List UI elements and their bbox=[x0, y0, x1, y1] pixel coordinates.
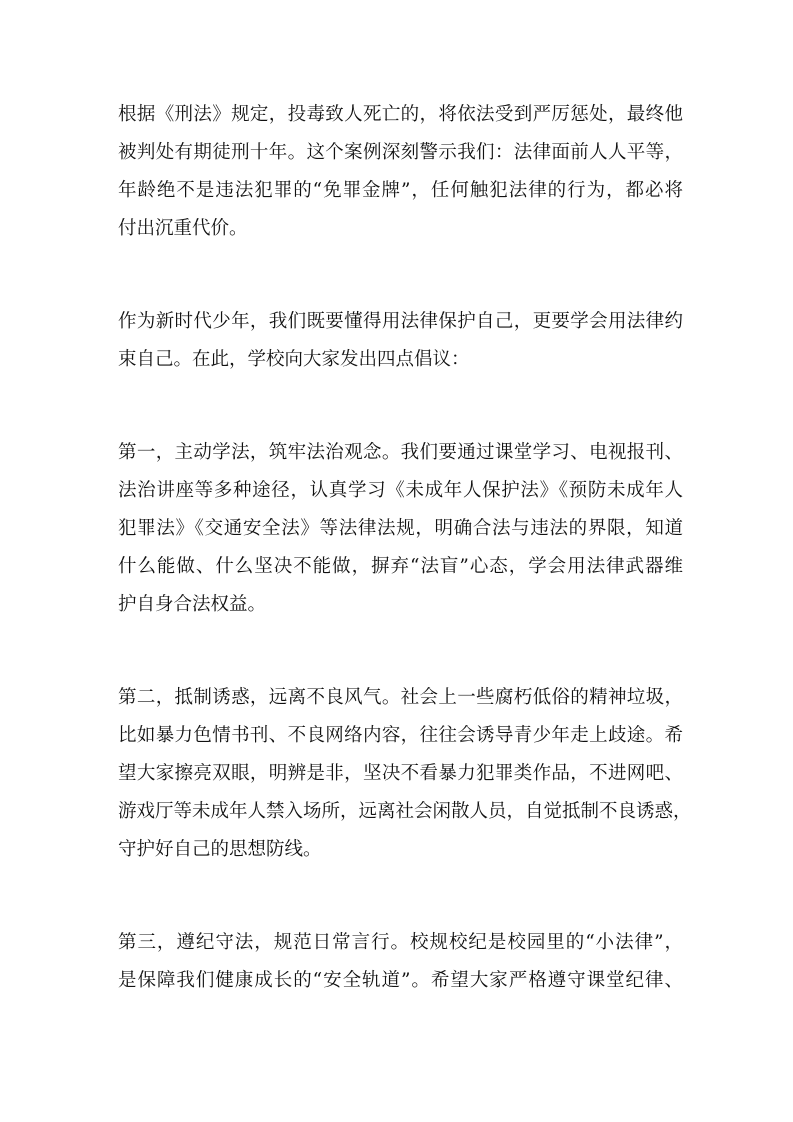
text-line: 被判处有期徒刑十年。这个案例深刻警示我们：法律面前人人平等， bbox=[118, 142, 683, 163]
paragraph-proposal-two bbox=[118, 679, 692, 869]
text-line: 比如暴力色情书刊、不良网络内容，往往会诱导青少年走上歧途。希 bbox=[118, 725, 683, 746]
text-line: 什么能做、什么坚决不能做，摒弃“法盲”心态，学会用法律武器维 bbox=[118, 556, 683, 577]
text-line: 第三，遵纪守法，规范日常言行。校规校纪是校园里的“小法律”， bbox=[118, 932, 683, 953]
text-line: 游戏厅等未成年人禁入场所，远离社会闲散人员，自觉抵制不良诱惑， bbox=[118, 801, 692, 822]
text-line: 第一，主动学法，筑牢法治观念。我们要通过课堂学习、电视报刊、 bbox=[118, 442, 683, 463]
text-line: 是保障我们健康成长的“安全轨道”。希望大家严格遵守课堂纪律、 bbox=[118, 970, 683, 991]
paragraph-case-warning bbox=[118, 96, 683, 248]
text-line: 法治讲座等多种途径，认真学习《未成年人保护法》《预防未成年人 bbox=[118, 480, 683, 501]
text-line: 束自己。在此，学校向大家发出四点倡议： bbox=[118, 349, 470, 370]
document-body bbox=[118, 96, 692, 1000]
paragraph-gap bbox=[118, 624, 683, 679]
text-line: 根据《刑法》规定，投毒致人死亡的，将依法受到严厉惩处，最终他 bbox=[118, 104, 683, 125]
paragraph-introduction bbox=[118, 303, 683, 379]
paragraph-proposal-one bbox=[118, 434, 683, 624]
text-line: 望大家擦亮双眼，明辨是非，坚决不看暴力犯罪类作品，不进网吧、 bbox=[118, 763, 683, 784]
text-line: 犯罪法》《交通安全法》等法律法规，明确合法与违法的界限，知道 bbox=[118, 518, 683, 539]
text-line: 守护好自己的思想防线。 bbox=[118, 839, 322, 860]
paragraph-proposal-three bbox=[118, 924, 683, 1000]
text-line: 护自身合法权益。 bbox=[118, 594, 267, 615]
text-line: 第二，抵制诱惑，远离不良风气。社会上一些腐朽低俗的精神垃圾， bbox=[118, 687, 683, 708]
text-line: 作为新时代少年，我们既要懂得用法律保护自己，更要学会用法律约 bbox=[118, 311, 683, 332]
paragraph-gap bbox=[118, 379, 683, 434]
text-line: 付出沉重代价。 bbox=[118, 218, 248, 239]
paragraph-gap bbox=[118, 248, 683, 303]
paragraph-gap bbox=[118, 869, 683, 924]
text-line: 年龄绝不是违法犯罪的“免罪金牌”，任何触犯法律的行为，都必将 bbox=[118, 180, 683, 201]
